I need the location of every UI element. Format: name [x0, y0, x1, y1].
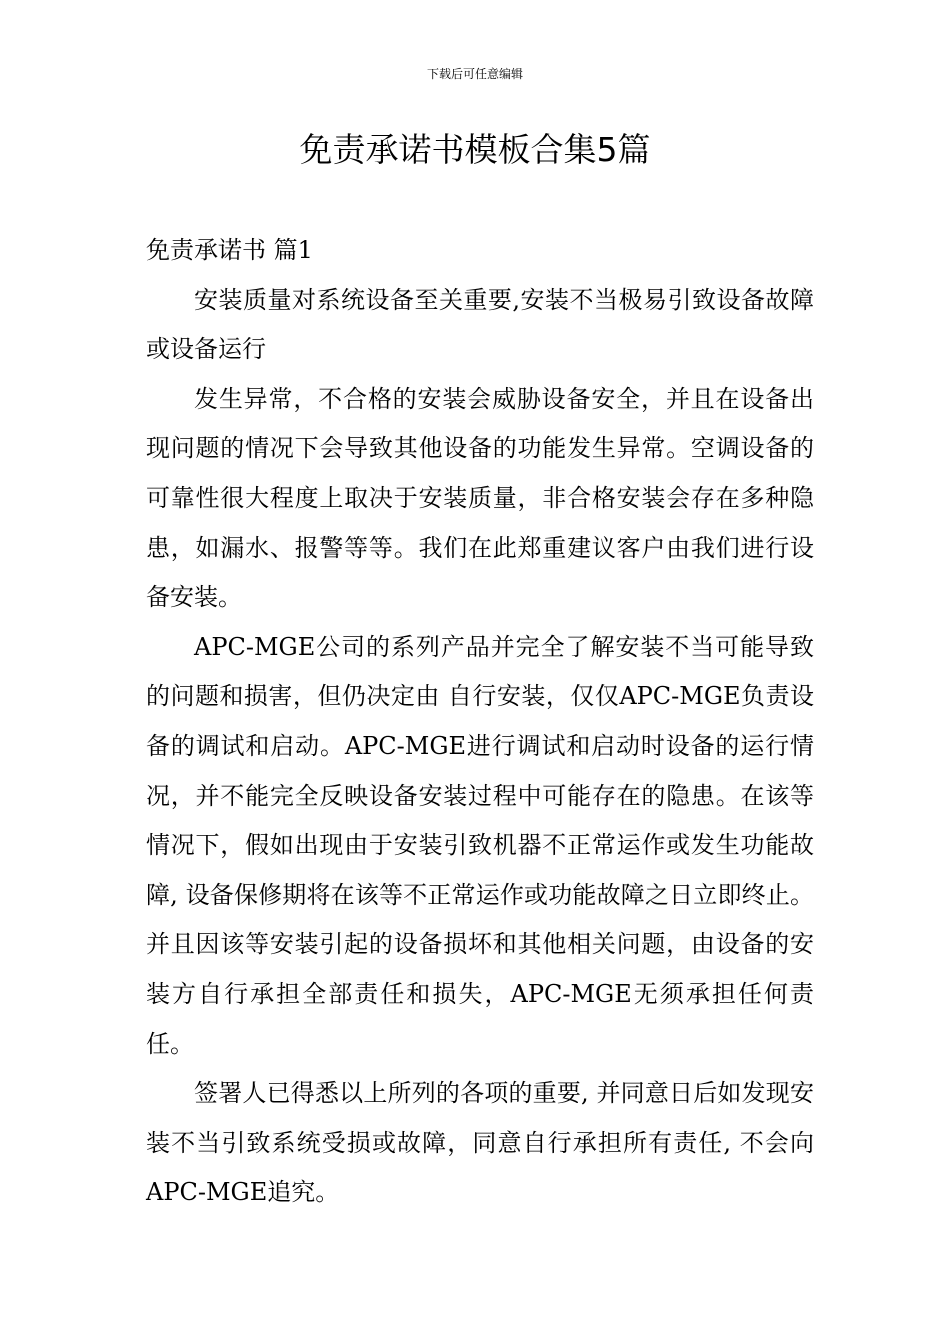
header-note: 下载后可任意编辑: [426, 67, 523, 81]
document-body: [146, 226, 814, 1218]
document-title: 免责承诺书模板合集5篇: [299, 130, 651, 169]
paragraph-2: 发生异常，不合格的安装会威胁设备安全，并且在设备出现问题的情况下会导致其他设备的功能发生异常。空调设备的可靠性很大程度上取决于安装质量，非合格安装会存在多种隐患，如漏水、报警等等。我们在此郑重建议客户由我们进行设备安装。: [146, 384, 814, 612]
paragraph-1: 安装质量对系统设备至关重要,安装不当极易引致设备故障或设备运行: [146, 285, 814, 364]
paragraph-3: APC-MGE公司的系列产品并完全了解安装不当可能导致的问题和损害，但仍决定由 自行安装，仅仅APC-MGE负责设备的调试和启动。APC-MGE进行调试和启动时设备的运行情况，并不能完全反映设备安装过程中可能存在的隐患。在该等情况下，假如出现由于安装引致机器不正常运作或发生功能故障, 设备保修期将在该等不正常运作或功能故障之日立即终止。并且因该等安装引起的设备损坏和其他相关问题，由设备的安装方自行承担全部责任和损失，APC-MGE无须承担任何责任。: [146, 632, 814, 1058]
section-heading: 免责承诺书 篇1: [146, 236, 313, 264]
paragraph-4: 签署人已得悉以上所列的各项的重要, 并同意日后如发现安装不当引致系统受损或故障，同意自行承担所有责任, 不会向APC-MGE追究。: [146, 1079, 814, 1207]
